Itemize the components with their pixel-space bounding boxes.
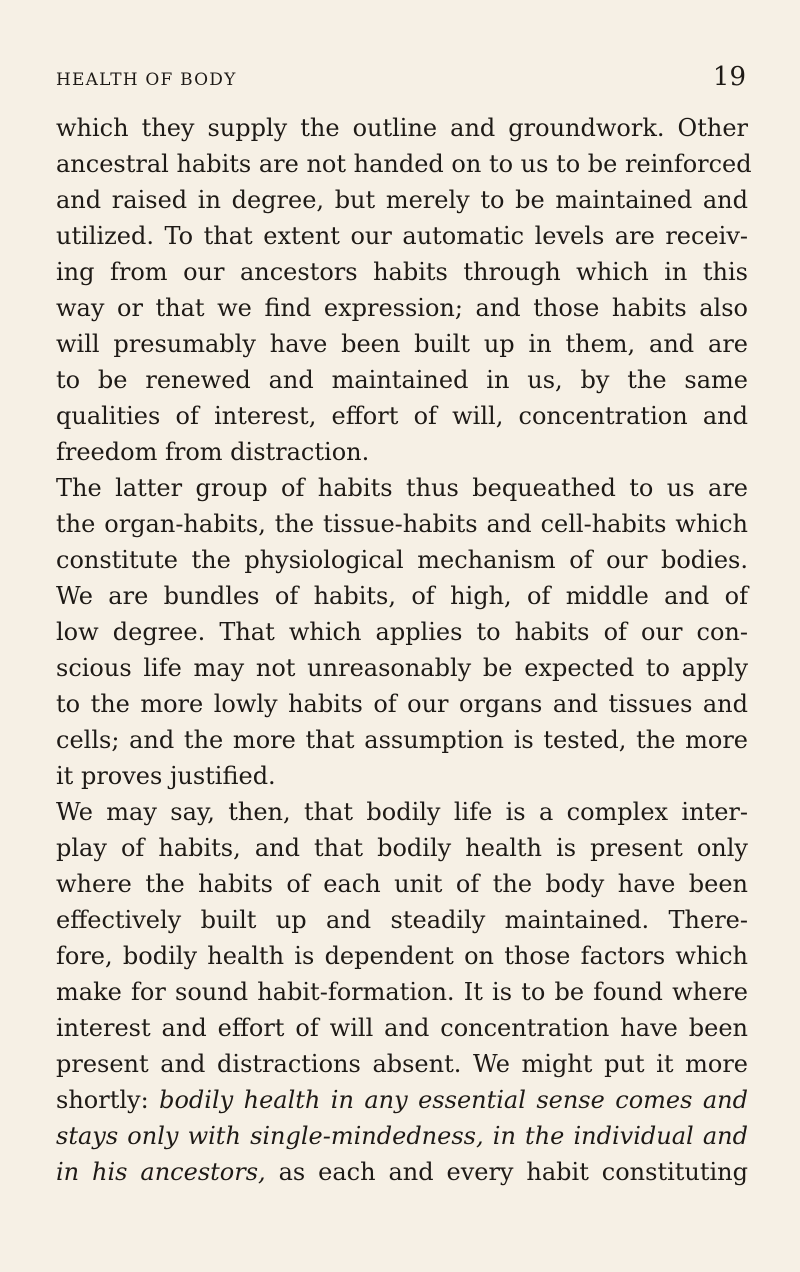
text-line: effectively built up and steadily maintained. There- — [56, 906, 748, 934]
text-line: constitute the physiological mechanism of our bodies. — [56, 546, 748, 574]
text-line: interest and effort of will and concentration have been — [56, 1014, 748, 1042]
text-line: play of habits, and that bodily health is present only — [56, 834, 748, 862]
plain-run: shortly: — [56, 1086, 160, 1114]
text-line: to be renewed and maintained in us, by the same — [56, 366, 748, 394]
italic-run: in his ancestors, — [56, 1158, 266, 1186]
text-line: present and distractions absent. We might put it more — [56, 1050, 748, 1078]
text-line: We may say, then, that bodily life is a complex inter- — [56, 798, 748, 826]
text-line: freedom from distraction. — [56, 438, 370, 466]
text-line: scious life may not unreasonably be expected to apply — [56, 654, 748, 682]
text-line: utilized. To that extent our automatic levels are receiv- — [56, 222, 748, 250]
text-line: We are bundles of habits, of high, of middle and of — [56, 582, 748, 610]
text-line: and raised in degree, but merely to be maintained and — [56, 186, 748, 214]
text-line: fore, bodily health is dependent on those factors which — [56, 942, 748, 970]
text-line: cells; and the more that assumption is tested, the more — [56, 726, 748, 754]
text-line: ing from our ancestors habits through which in this — [56, 258, 748, 286]
text-line: ancestral habits are not handed on to us to be reinforced — [56, 150, 752, 178]
page-header — [56, 62, 746, 92]
text-line: where the habits of each unit of the body have been — [56, 870, 748, 898]
text-line: make for sound habit-formation. It is to be found where — [56, 978, 748, 1006]
page-number: 19 — [712, 62, 746, 92]
plain-run: as each and every habit constituting — [265, 1158, 748, 1186]
text-line: way or that we find expression; and those habits also — [56, 294, 748, 322]
text-line: the organ-habits, the tissue-habits and cell-habits which — [56, 510, 748, 538]
text-line: will presumably have been built up in them, and are — [56, 330, 748, 358]
running-head: HEALTH OF BODY — [56, 70, 237, 90]
italic-run: stays only with single-mindedness, in the individual and — [56, 1122, 748, 1150]
text-line: The latter group of habits thus bequeathed to us are — [56, 474, 748, 502]
text-line: qualities of interest, effort of will, concentration and — [56, 402, 748, 430]
text-line-italic — [56, 1118, 748, 1154]
text-line-mixed — [56, 1082, 748, 1118]
text-line: to the more lowly habits of our organs and tissues and — [56, 690, 748, 718]
text-line-mixed — [56, 1154, 748, 1190]
text-line: low degree. That which applies to habits of our con- — [56, 618, 748, 646]
text-line: which they supply the outline and groundwork. Other — [56, 114, 748, 142]
italic-run: bodily health in any essential sense comes and — [159, 1086, 748, 1114]
text-line: it proves justified. — [56, 762, 276, 790]
